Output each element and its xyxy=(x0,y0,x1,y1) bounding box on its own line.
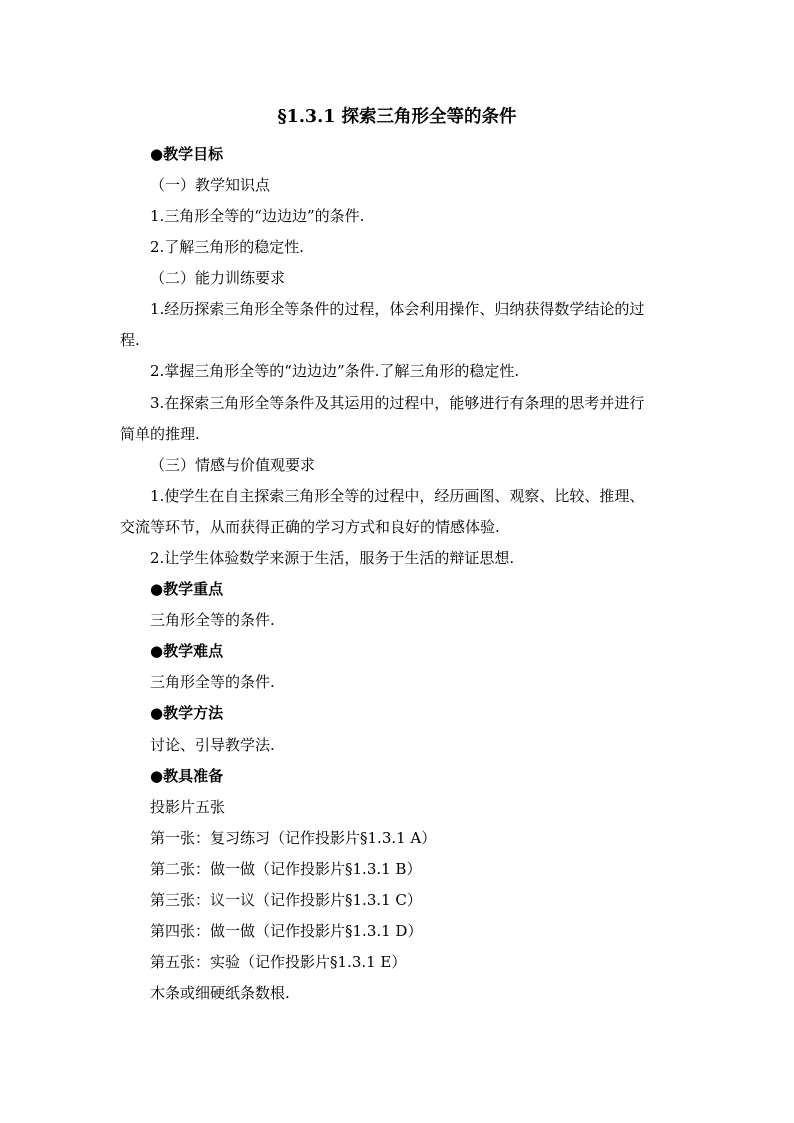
knowledge-item-2: 2.了解三角形的稳定性. xyxy=(150,238,305,256)
difficulty-heading: ●教学难点 xyxy=(150,642,224,660)
knowledge-item-1: 1.三角形全等的“边边边”的条件. xyxy=(150,207,365,225)
ability-item-2: 2.掌握三角形全等的“边边边”条件.了解三角形的稳定性. xyxy=(150,362,520,380)
emotion-heading: （三）情感与价值观要求 xyxy=(150,456,316,474)
emotion-item-1-line-2: 交流等环节，从而获得正确的学习方式和良好的情感体验. xyxy=(120,518,500,536)
ability-heading: （二）能力训练要求 xyxy=(150,269,286,287)
ability-item-1-line-2: 程. xyxy=(120,331,140,349)
slide-item-2: 第二张：做一做（记作投影片§1.3.1 B） xyxy=(150,860,422,878)
document-title: §1.3.1 探索三角形全等的条件 xyxy=(277,107,517,127)
knowledge-heading: （一）教学知识点 xyxy=(150,176,271,194)
slide-item-5: 第五张：实验（记作投影片§1.3.1 E） xyxy=(150,953,407,971)
slide-item-1: 第一张：复习练习（记作投影片§1.3.1 A） xyxy=(150,829,437,847)
materials-extra: 木条或细硬纸条数根. xyxy=(150,984,290,1002)
objectives-heading: ●教学目标 xyxy=(150,145,224,163)
method-text: 讨论、引导教学法. xyxy=(150,736,275,754)
ability-item-1-line-1: 1.经历探索三角形全等条件的过程，体会利用操作、归纳获得数学结论的过 xyxy=(150,300,645,318)
materials-intro: 投影片五张 xyxy=(150,798,226,816)
ability-item-3-line-1: 3.在探索三角形全等条件及其运用的过程中，能够进行有条理的思考并进行 xyxy=(150,394,645,412)
key-point-heading: ●教学重点 xyxy=(150,580,224,598)
materials-heading: ●教具准备 xyxy=(150,767,224,785)
method-heading: ●教学方法 xyxy=(150,704,224,722)
key-point-text: 三角形全等的条件. xyxy=(150,611,275,629)
ability-item-3-line-2: 简单的推理. xyxy=(120,425,200,443)
slide-item-4: 第四张：做一做（记作投影片§1.3.1 D） xyxy=(150,922,423,940)
slide-item-3: 第三张：议一议（记作投影片§1.3.1 C） xyxy=(150,891,422,909)
emotion-item-1-line-1: 1.使学生在自主探索三角形全等的过程中，经历画图、观察、比较、推理、 xyxy=(150,487,645,505)
difficulty-text: 三角形全等的条件. xyxy=(150,673,275,691)
emotion-item-2: 2.让学生体验数学来源于生活，服务于生活的辩证思想. xyxy=(150,549,515,567)
